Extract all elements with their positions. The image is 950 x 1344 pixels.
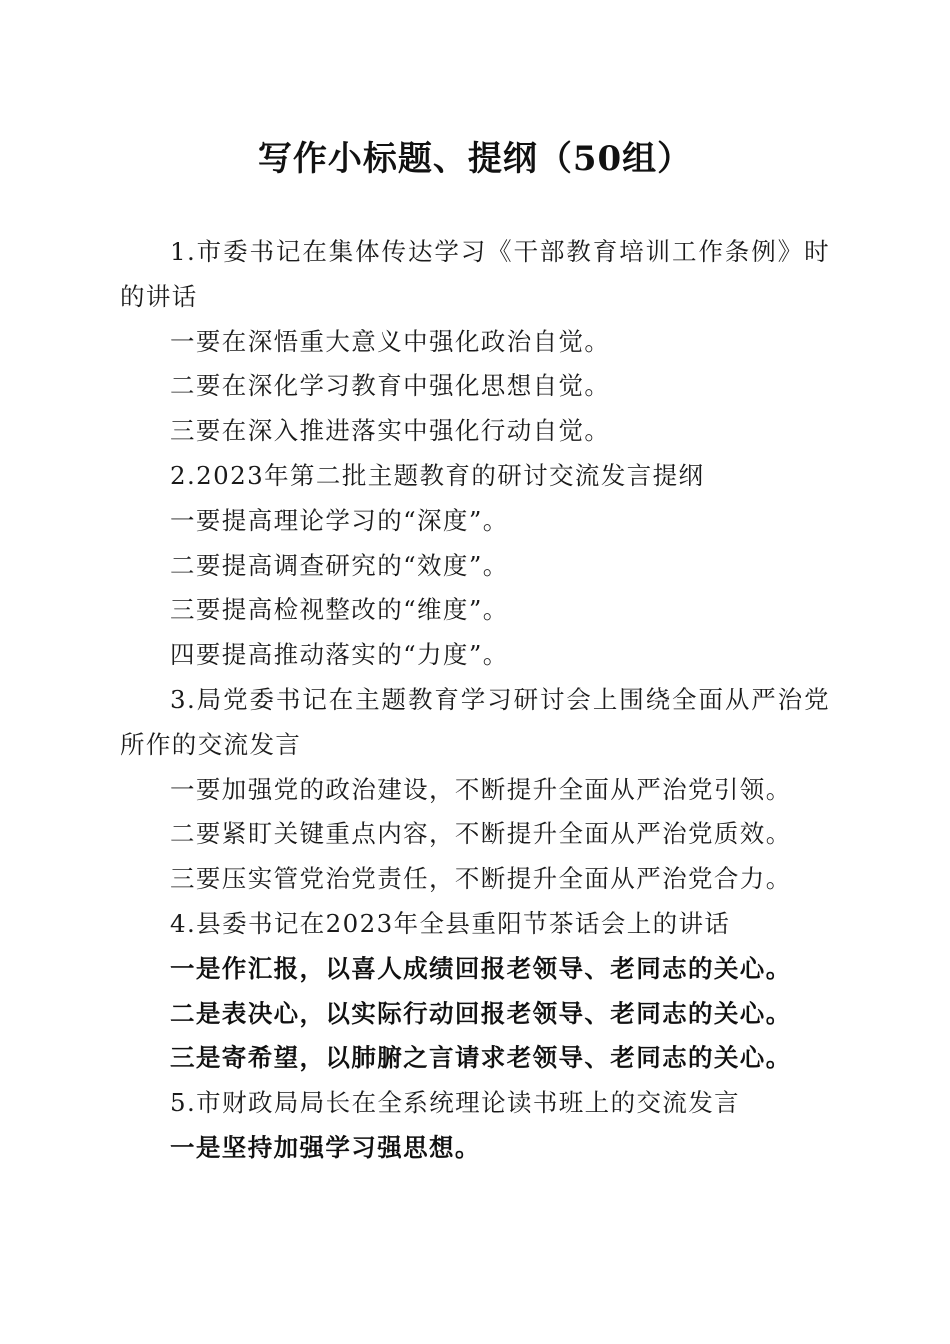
section-heading-1: 1.市委书记在集体传达学习《干部教育培训工作条例》时的讲话 xyxy=(120,237,830,311)
outline-point: 三是寄希望，以肺腑之言请求老领导、老同志的关心。 xyxy=(170,1043,792,1073)
outline-point: 二要紧盯关键重点内容，不断提升全面从严治党质效。 xyxy=(170,819,792,849)
section-heading-2: 2.2023年第二批主题教育的研讨交流发言提纲 xyxy=(170,460,705,490)
outline-point: 二要在深化学习教育中强化思想自觉。 xyxy=(170,371,611,401)
section-heading-4: 4.县委书记在2023年全县重阳节茶话会上的讲话 xyxy=(170,908,731,938)
section-heading-3: 3.局党委书记在主题教育学习研讨会上围绕全面从严治党所作的交流发言 xyxy=(120,684,830,759)
document-title: 写作小标题、提纲（50组） xyxy=(257,139,693,179)
outline-point: 一是坚持加强学习强思想。 xyxy=(170,1132,481,1162)
section-heading-5: 5.市财政局局长在全系统理论读书班上的交流发言 xyxy=(170,1088,741,1118)
outline-point: 一是作汇报，以喜人成绩回报老领导、老同志的关心。 xyxy=(170,953,792,983)
outline-point: 一要在深悟重大意义中强化政治自觉。 xyxy=(170,326,611,356)
outline-point: 二要提高调查研究的“效度”。 xyxy=(170,550,509,580)
outline-point: 三要提高检视整改的“维度”。 xyxy=(170,595,509,625)
outline-point: 一要提高理论学习的“深度”。 xyxy=(170,505,509,535)
outline-point: 四要提高推动落实的“力度”。 xyxy=(170,640,509,670)
outline-point: 一要加强党的政治建设，不断提升全面从严治党引领。 xyxy=(170,774,792,804)
outline-point: 三要在深入推进落实中强化行动自觉。 xyxy=(170,416,611,446)
outline-point: 三要压实管党治党责任，不断提升全面从严治党合力。 xyxy=(170,864,792,894)
document-body xyxy=(120,230,830,1171)
outline-point: 二是表决心，以实际行动回报老领导、老同志的关心。 xyxy=(170,998,792,1028)
